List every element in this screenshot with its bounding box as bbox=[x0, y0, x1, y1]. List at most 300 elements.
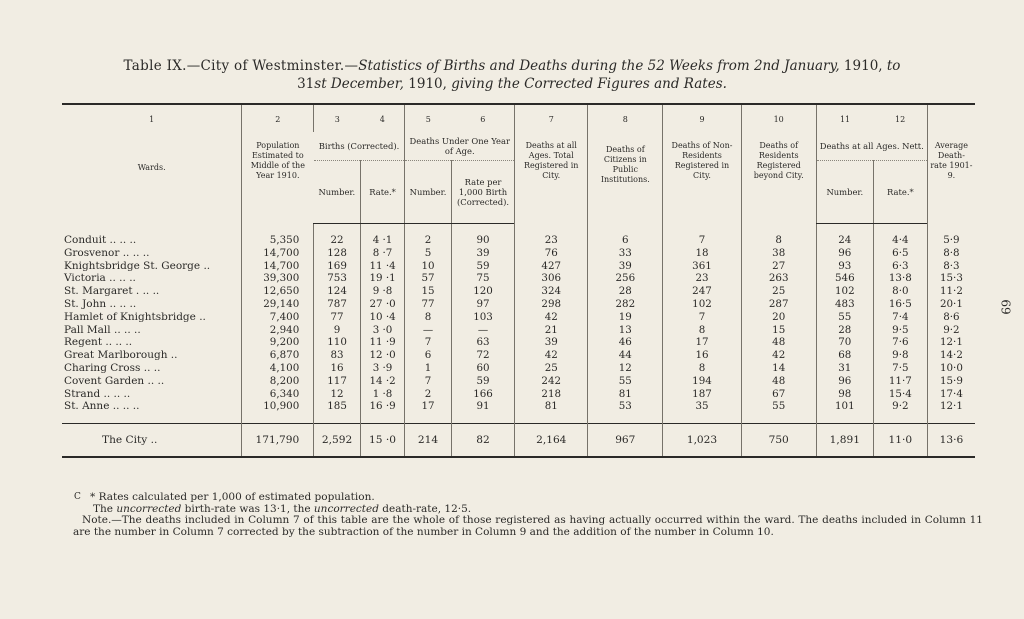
nett-rate-cell: 8·0 bbox=[873, 285, 927, 298]
deaths-institutions-label: Deaths of Citizens in Public Institutions. bbox=[600, 145, 650, 184]
births-number-header: Number. bbox=[314, 161, 361, 224]
average-death-rate-cell: 8·6 bbox=[927, 311, 975, 324]
births-number-cell: 128 bbox=[314, 247, 361, 260]
deaths-total-cell: 39 bbox=[515, 336, 588, 349]
nett-number-cell: 55 bbox=[816, 311, 873, 324]
title-italic-1: Statistics of Births and Deaths during the 52 Weeks from 2nd January, bbox=[358, 58, 840, 74]
deaths-nonresidents-cell: 7 bbox=[663, 311, 741, 324]
table-row bbox=[62, 324, 975, 337]
deaths-nonresidents-cell: 35 bbox=[663, 400, 741, 423]
births-number-cell: 787 bbox=[314, 298, 361, 311]
population-cell: 12,650 bbox=[242, 285, 314, 298]
ward-name: Regent bbox=[64, 336, 103, 349]
nett-number-cell: 546 bbox=[816, 272, 873, 285]
births-number-cell: 753 bbox=[314, 272, 361, 285]
ward-cell bbox=[62, 388, 242, 401]
ward-cell bbox=[62, 285, 242, 298]
col-number-1: 1 bbox=[149, 115, 155, 124]
nett-rate-cell: 13·8 bbox=[873, 272, 927, 285]
population-cell: 7,400 bbox=[242, 311, 314, 324]
deaths-total-label: Deaths at all Ages. Total Registered in City. bbox=[524, 141, 579, 180]
col-number-6: 6 bbox=[451, 104, 514, 132]
deaths-nonresidents-cell: 7 bbox=[663, 224, 741, 247]
deaths-nonresidents-cell: 102 bbox=[663, 298, 741, 311]
nett-number-cell: 98 bbox=[816, 388, 873, 401]
births-rate-cell: 19 ·1 bbox=[360, 272, 404, 285]
deaths-under-one-number-cell: 7 bbox=[405, 375, 452, 388]
col-deaths-inst-header bbox=[588, 104, 663, 224]
leader-dots: .. bbox=[195, 310, 206, 323]
nett-rate-cell: 7·5 bbox=[873, 362, 927, 375]
births-number-cell: 185 bbox=[314, 400, 361, 423]
average-death-rate-cell: 10·0 bbox=[927, 362, 975, 375]
deaths-under-one-rate-cell: 60 bbox=[451, 362, 514, 375]
table-title bbox=[0, 57, 1024, 93]
footnote: * Rates calculated per 1,000 of estimated population. bbox=[90, 491, 375, 503]
ward-name: Great Marlborough bbox=[64, 349, 168, 362]
deaths-total-cell: 42 bbox=[515, 349, 588, 362]
ward-cell bbox=[62, 349, 242, 362]
deaths-nonresidents-cell: 8 bbox=[663, 324, 741, 337]
uncorrected-text-c: birth-rate was 13·1, the bbox=[181, 502, 314, 515]
notes-section bbox=[73, 491, 984, 538]
deaths-under-one-rate-cell: 72 bbox=[451, 349, 514, 362]
average-death-rate-cell: 5·9 bbox=[927, 224, 975, 247]
col-deaths-total-header bbox=[515, 104, 588, 224]
title-prefix: Table IX.—City of Westminster.— bbox=[123, 58, 359, 74]
deaths-beyond-cell: 27 bbox=[741, 260, 816, 273]
nett-rate-cell: 9·5 bbox=[873, 324, 927, 337]
ward-name: St. Anne bbox=[64, 400, 110, 413]
nett-number-cell: 1,891 bbox=[816, 424, 873, 458]
average-death-rate-cell: 8·8 bbox=[927, 247, 975, 260]
population-cell: 5,350 bbox=[242, 224, 314, 247]
deaths-beyond-cell: 263 bbox=[741, 272, 816, 285]
ward-cell bbox=[62, 324, 242, 337]
leader-dots: .. .. .. bbox=[110, 323, 141, 336]
col-number-12: 12 bbox=[873, 104, 927, 132]
ward-name: Knightsbridge St. George bbox=[64, 259, 201, 272]
deaths-beyond-cell: 750 bbox=[741, 424, 816, 458]
wards-label: Wards. bbox=[137, 163, 166, 172]
deaths-under-one-rate-cell: 91 bbox=[451, 400, 514, 423]
deaths-beyond-cell: 55 bbox=[741, 400, 816, 423]
column-note: Note.—The deaths included in Column 7 of this table are the whole of those registered as having actually occurred within the ward. The deaths included in Column 11 are the number in Column 7 corrected by the subtraction of the number in Column 9 and the addition of the number in Column 10. bbox=[73, 514, 983, 538]
deaths-under-one-number-cell: 15 bbox=[405, 285, 452, 298]
ward-name: Victoria bbox=[64, 272, 106, 285]
col-number-9: 9 bbox=[699, 115, 705, 124]
table-row bbox=[62, 224, 975, 247]
deaths-nonresidents-cell: 18 bbox=[663, 247, 741, 260]
page-number: 69 bbox=[998, 299, 1013, 315]
births-number-cell: 83 bbox=[314, 349, 361, 362]
deaths-institutions-cell: 967 bbox=[588, 424, 663, 458]
deaths-beyond-label: Deaths of Residents Registered beyond City. bbox=[753, 141, 804, 180]
leader-dots: .. .. .. bbox=[119, 246, 150, 259]
births-number-cell: 117 bbox=[314, 375, 361, 388]
leader-dots: .. .. bbox=[139, 285, 160, 298]
ward-name: St. Margaret . bbox=[64, 285, 140, 298]
nett-number-cell: 102 bbox=[816, 285, 873, 298]
births-rate-cell: 14 ·2 bbox=[360, 375, 404, 388]
deaths-under-one-rate-cell: 39 bbox=[451, 247, 514, 260]
average-death-rate-cell: 11·2 bbox=[927, 285, 975, 298]
deaths-under-one-group-header: Deaths Under One Year of Age. bbox=[405, 132, 515, 161]
deaths-under-one-rate-cell: 59 bbox=[451, 375, 514, 388]
births-rate-cell: 3 ·9 bbox=[360, 362, 404, 375]
population-cell: 10,900 bbox=[242, 400, 314, 423]
title-italic-2: giving the Corrected Figures and Rates. bbox=[451, 76, 727, 92]
nett-number-cell: 93 bbox=[816, 260, 873, 273]
title-to: to bbox=[886, 58, 901, 74]
col-number-3: 3 bbox=[314, 104, 361, 132]
deaths-institutions-cell: 39 bbox=[588, 260, 663, 273]
ward-cell bbox=[62, 311, 242, 324]
col-average-header bbox=[927, 104, 975, 224]
table-row bbox=[62, 388, 975, 401]
births-rate-cell: 11 ·4 bbox=[360, 260, 404, 273]
deaths-total-cell: 81 bbox=[515, 400, 588, 423]
average-death-rate-cell: 15·9 bbox=[927, 375, 975, 388]
column-number-row bbox=[62, 104, 975, 132]
deaths-institutions-cell: 12 bbox=[588, 362, 663, 375]
population-cell: 171,790 bbox=[242, 424, 314, 458]
population-cell: 2,940 bbox=[242, 324, 314, 337]
nett-number-cell: 24 bbox=[816, 224, 873, 247]
average-death-rate-cell: 9·2 bbox=[927, 324, 975, 337]
table-row bbox=[62, 247, 975, 260]
deaths-institutions-cell: 28 bbox=[588, 285, 663, 298]
deaths-nonresidents-cell: 17 bbox=[663, 336, 741, 349]
table-body bbox=[62, 224, 975, 458]
nett-number-cell: 483 bbox=[816, 298, 873, 311]
nett-number-cell: 101 bbox=[816, 400, 873, 423]
table-row bbox=[62, 362, 975, 375]
nett-number-cell: 70 bbox=[816, 336, 873, 349]
deaths-institutions-cell: 53 bbox=[588, 400, 663, 423]
nett-rate-cell: 15·4 bbox=[873, 388, 927, 401]
ward-name: The City bbox=[102, 433, 148, 446]
deaths-total-cell: 324 bbox=[515, 285, 588, 298]
deaths-nett-group-header: Deaths at all Ages. Nett. bbox=[816, 132, 927, 161]
deaths-institutions-cell: 44 bbox=[588, 349, 663, 362]
ward-cell bbox=[62, 362, 242, 375]
deaths-total-cell: 218 bbox=[515, 388, 588, 401]
nett-rate-cell: 7·4 bbox=[873, 311, 927, 324]
deaths-institutions-cell: 81 bbox=[588, 388, 663, 401]
births-rate-cell: 15 ·0 bbox=[360, 424, 404, 458]
deaths-beyond-cell: 15 bbox=[741, 324, 816, 337]
leader-dots: .. .. .. bbox=[102, 336, 133, 349]
leader-dots: .. .. .. bbox=[105, 272, 136, 285]
ward-name: Pall Mall bbox=[64, 323, 111, 336]
leader-dots: .. .. .. bbox=[106, 233, 137, 246]
deaths-under-one-number-cell: 5 bbox=[405, 247, 452, 260]
deaths-beyond-cell: 20 bbox=[741, 311, 816, 324]
col-number-8: 8 bbox=[622, 115, 628, 124]
births-rate-cell: 1 ·8 bbox=[360, 388, 404, 401]
deaths-institutions-cell: 46 bbox=[588, 336, 663, 349]
population-cell: 4,100 bbox=[242, 362, 314, 375]
average-death-rate-cell: 12·1 bbox=[927, 400, 975, 423]
deaths-under-one-number-cell: 7 bbox=[405, 336, 452, 349]
ward-cell bbox=[62, 224, 242, 247]
nett-number-cell: 28 bbox=[816, 324, 873, 337]
ward-name: St. John bbox=[64, 297, 107, 310]
births-number-cell: 2,592 bbox=[314, 424, 361, 458]
population-cell: 6,870 bbox=[242, 349, 314, 362]
deaths-total-cell: 306 bbox=[515, 272, 588, 285]
births-rate-cell: 27 ·0 bbox=[360, 298, 404, 311]
deaths-under-one-rate-cell: 120 bbox=[451, 285, 514, 298]
ward-cell bbox=[62, 247, 242, 260]
statistics-table bbox=[62, 103, 975, 458]
deaths-nonresidents-cell: 8 bbox=[663, 362, 741, 375]
population-cell: 29,140 bbox=[242, 298, 314, 311]
population-cell: 14,700 bbox=[242, 260, 314, 273]
population-cell: 8,200 bbox=[242, 375, 314, 388]
average-death-rate-cell: 12·1 bbox=[927, 336, 975, 349]
deaths-total-cell: 42 bbox=[515, 311, 588, 324]
nett-rate-cell: 6·3 bbox=[873, 260, 927, 273]
deaths-beyond-cell: 48 bbox=[741, 336, 816, 349]
deaths-under-one-number-cell: 214 bbox=[405, 424, 452, 458]
uncorrected-italic-2: uncorrected bbox=[313, 502, 379, 515]
deaths-institutions-cell: 256 bbox=[588, 272, 663, 285]
deaths-nonresidents-cell: 1,023 bbox=[663, 424, 741, 458]
births-rate-cell: 3 ·0 bbox=[360, 324, 404, 337]
births-number-cell: 124 bbox=[314, 285, 361, 298]
statistics-table-container bbox=[62, 103, 975, 458]
nett-number-cell: 68 bbox=[816, 349, 873, 362]
title-year-1: 1910, bbox=[839, 58, 887, 74]
deaths-total-cell: 242 bbox=[515, 375, 588, 388]
deaths-beyond-cell: 14 bbox=[741, 362, 816, 375]
table-row bbox=[62, 311, 975, 324]
col-wards-header bbox=[62, 104, 242, 224]
deaths-institutions-cell: 55 bbox=[588, 375, 663, 388]
table-row bbox=[62, 285, 975, 298]
col-number-2: 2 bbox=[275, 115, 281, 124]
average-death-rate-cell: 14·2 bbox=[927, 349, 975, 362]
uncorrected-text-a: The bbox=[93, 502, 117, 515]
births-number-cell: 110 bbox=[314, 336, 361, 349]
deaths-beyond-cell: 25 bbox=[741, 285, 816, 298]
col-number-4: 4 bbox=[360, 104, 404, 132]
table-row bbox=[62, 336, 975, 349]
nett-rate-cell: 9·2 bbox=[873, 400, 927, 423]
deaths-under-one-rate-cell: 103 bbox=[451, 311, 514, 324]
ward-cell bbox=[62, 272, 242, 285]
average-death-rate-cell: 15·3 bbox=[927, 272, 975, 285]
births-number-cell: 12 bbox=[314, 388, 361, 401]
population-cell: 6,340 bbox=[242, 388, 314, 401]
births-number-cell: 22 bbox=[314, 224, 361, 247]
average-death-rate-cell: 13·6 bbox=[927, 424, 975, 458]
leader-dots: .. .. .. bbox=[109, 400, 140, 413]
births-number-cell: 169 bbox=[314, 260, 361, 273]
births-rate-cell: 8 ·7 bbox=[360, 247, 404, 260]
leader-dots: .. .. .. bbox=[106, 297, 137, 310]
deaths-under-one-number-cell: 17 bbox=[405, 400, 452, 423]
births-rate-header: Rate.* bbox=[360, 161, 404, 224]
deaths-beyond-cell: 38 bbox=[741, 247, 816, 260]
births-rate-cell: 11 ·9 bbox=[360, 336, 404, 349]
col-number-10: 10 bbox=[773, 115, 784, 124]
deaths-institutions-cell: 13 bbox=[588, 324, 663, 337]
nett-rate-cell: 4·4 bbox=[873, 224, 927, 247]
population-cell: 9,200 bbox=[242, 336, 314, 349]
deaths-under-one-number-cell: 57 bbox=[405, 272, 452, 285]
deaths-nonresidents-cell: 247 bbox=[663, 285, 741, 298]
deaths-under-one-number-cell: 2 bbox=[405, 224, 452, 247]
ward-name: Hamlet of Knightsbridge bbox=[64, 310, 196, 323]
leader-dots: .. bbox=[200, 259, 211, 272]
deaths-beyond-cell: 67 bbox=[741, 388, 816, 401]
deaths-under-one-rate-cell: 82 bbox=[451, 424, 514, 458]
leader-dots: .. bbox=[147, 433, 158, 446]
deaths-total-cell: 21 bbox=[515, 324, 588, 337]
col-number-11: 11 bbox=[816, 104, 873, 132]
deaths-beyond-cell: 42 bbox=[741, 349, 816, 362]
title-line-2 bbox=[0, 75, 1024, 93]
col-population-header bbox=[242, 104, 314, 224]
ward-name: Covent Garden bbox=[64, 374, 145, 387]
uncorrected-italic-1: uncorrected bbox=[116, 502, 182, 515]
nett-rate-cell: 16·5 bbox=[873, 298, 927, 311]
births-rate-cell: 10 ·4 bbox=[360, 311, 404, 324]
ward-cell bbox=[62, 336, 242, 349]
ward-cell bbox=[62, 424, 242, 458]
average-death-rate-label: Average Death-rate 1901-9. bbox=[930, 141, 973, 180]
ward-name: Grosvenor bbox=[64, 246, 120, 259]
ward-name: Conduit bbox=[64, 233, 107, 246]
deaths-under-one-rate-cell: 166 bbox=[451, 388, 514, 401]
nett-rate-cell: 11·7 bbox=[873, 375, 927, 388]
nett-number-cell: 31 bbox=[816, 362, 873, 375]
title-year-2: 1910, bbox=[403, 76, 452, 92]
nett-rate-cell: 7·6 bbox=[873, 336, 927, 349]
nett-rate-cell: 11·0 bbox=[873, 424, 927, 458]
deaths-under-one-number-cell: 77 bbox=[405, 298, 452, 311]
table-row bbox=[62, 260, 975, 273]
deaths-under-one-rate-cell: 59 bbox=[451, 260, 514, 273]
deaths-total-cell: 23 bbox=[515, 224, 588, 247]
average-death-rate-cell: 20·1 bbox=[927, 298, 975, 311]
deaths-nonresidents-cell: 187 bbox=[663, 388, 741, 401]
deaths-under-one-number-cell: 6 bbox=[405, 349, 452, 362]
deaths-under-one-rate-cell: 90 bbox=[451, 224, 514, 247]
margin-mark: C bbox=[74, 492, 81, 502]
deaths-under-one-number-cell: — bbox=[405, 324, 452, 337]
deaths-nonresidents-cell: 23 bbox=[663, 272, 741, 285]
births-rate-cell: 12 ·0 bbox=[360, 349, 404, 362]
table-row bbox=[62, 272, 975, 285]
title-month: st December, bbox=[314, 76, 404, 92]
deaths-institutions-cell: 33 bbox=[588, 247, 663, 260]
deaths-total-cell: 2,164 bbox=[515, 424, 588, 458]
births-rate-cell: 16 ·9 bbox=[360, 400, 404, 423]
leader-dots: .. .. bbox=[144, 374, 165, 387]
deaths-institutions-cell: 282 bbox=[588, 298, 663, 311]
deaths-beyond-cell: 287 bbox=[741, 298, 816, 311]
nett-number-cell: 96 bbox=[816, 375, 873, 388]
col-deaths-nonres-header bbox=[663, 104, 741, 224]
total-row bbox=[62, 424, 975, 458]
deaths-under-one-number-cell: 10 bbox=[405, 260, 452, 273]
ward-name: Charing Cross bbox=[64, 361, 141, 374]
ward-cell bbox=[62, 400, 242, 423]
deaths-under-one-rate-cell: 63 bbox=[451, 336, 514, 349]
births-group-header: Births (Corrected). bbox=[314, 132, 405, 161]
nett-number-header: Number. bbox=[816, 161, 873, 224]
births-rate-cell: 4 ·1 bbox=[360, 224, 404, 247]
births-number-cell: 9 bbox=[314, 324, 361, 337]
deaths-under-one-number-cell: 1 bbox=[405, 362, 452, 375]
leader-dots: .. .. bbox=[140, 361, 161, 374]
births-rate-cell: 9 ·8 bbox=[360, 285, 404, 298]
nett-rate-cell: 6·5 bbox=[873, 247, 927, 260]
average-death-rate-cell: 8·3 bbox=[927, 260, 975, 273]
table-row bbox=[62, 298, 975, 311]
nett-rate-header: Rate.* bbox=[873, 161, 927, 224]
population-label: Population Estimated to Middle of the Year 1910. bbox=[250, 141, 305, 180]
deaths-institutions-cell: 19 bbox=[588, 311, 663, 324]
deaths-under-one-rate-cell: 97 bbox=[451, 298, 514, 311]
population-cell: 14,700 bbox=[242, 247, 314, 260]
title-line-1 bbox=[0, 57, 1024, 75]
deaths-institutions-cell: 6 bbox=[588, 224, 663, 247]
births-number-cell: 16 bbox=[314, 362, 361, 375]
deaths-nonresidents-cell: 361 bbox=[663, 260, 741, 273]
deaths-beyond-cell: 48 bbox=[741, 375, 816, 388]
deaths-under-one-rate-header: Rate per 1,000 Birth (Corrected). bbox=[451, 161, 514, 224]
deaths-nonresidents-label: Deaths of Non-Residents Registered in City. bbox=[671, 141, 733, 180]
table-row bbox=[62, 349, 975, 362]
title-day: 31 bbox=[297, 76, 315, 92]
col-number-5: 5 bbox=[405, 104, 452, 132]
deaths-total-cell: 298 bbox=[515, 298, 588, 311]
population-cell: 39,300 bbox=[242, 272, 314, 285]
nett-rate-cell: 9·8 bbox=[873, 349, 927, 362]
births-number-cell: 77 bbox=[314, 311, 361, 324]
leader-dots: .. .. .. bbox=[100, 387, 131, 400]
deaths-under-one-rate-cell: 75 bbox=[451, 272, 514, 285]
deaths-under-one-number-header: Number. bbox=[405, 161, 452, 224]
deaths-total-cell: 25 bbox=[515, 362, 588, 375]
col-deaths-beyond-header bbox=[741, 104, 816, 224]
ward-cell bbox=[62, 260, 242, 273]
table-row bbox=[62, 400, 975, 423]
deaths-beyond-cell: 8 bbox=[741, 224, 816, 247]
deaths-total-cell: 76 bbox=[515, 247, 588, 260]
deaths-under-one-number-cell: 8 bbox=[405, 311, 452, 324]
deaths-under-one-rate-cell: — bbox=[451, 324, 514, 337]
ward-name: Strand bbox=[64, 387, 101, 400]
leader-dots: .. bbox=[167, 349, 178, 362]
deaths-nonresidents-cell: 194 bbox=[663, 375, 741, 388]
col-number-7: 7 bbox=[548, 115, 554, 124]
deaths-nonresidents-cell: 16 bbox=[663, 349, 741, 362]
nett-number-cell: 96 bbox=[816, 247, 873, 260]
deaths-under-one-number-cell: 2 bbox=[405, 388, 452, 401]
ward-cell bbox=[62, 375, 242, 388]
average-death-rate-cell: 17·4 bbox=[927, 388, 975, 401]
table-row bbox=[62, 375, 975, 388]
ward-cell bbox=[62, 298, 242, 311]
uncorrected-text-e: death-rate, 12·5. bbox=[378, 502, 472, 515]
deaths-total-cell: 427 bbox=[515, 260, 588, 273]
